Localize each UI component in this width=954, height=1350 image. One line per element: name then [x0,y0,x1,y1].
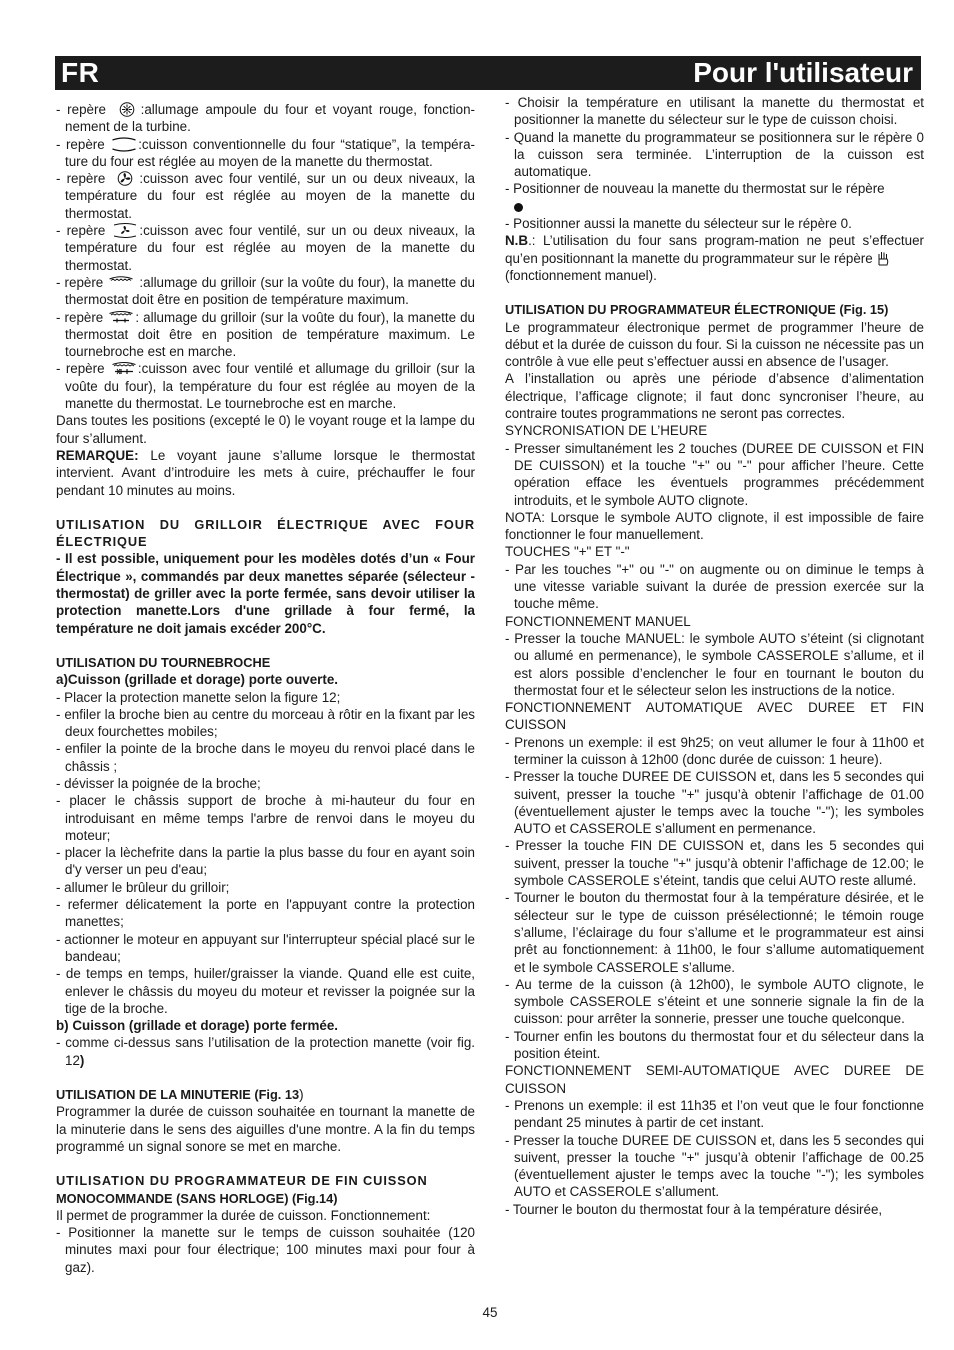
list-item: - Par les touches "+" ou "-" on augmente ou on diminue le temps à une vitesse variable suivant la durée de pression exercée sur la touche même. [505,561,924,612]
list-item: - Tourner le bouton du thermostat four à la température désirée, [505,1201,883,1217]
closing-paren: ) [79,1052,85,1068]
page-number: 45 [482,1305,498,1320]
grill-heading: UTILISATION DU GRILLOIR ÉLECTRIQUE AVEC FOUR ÉLECTRIQUE [56,516,475,550]
nb-paragraph [505,232,924,284]
symbol-prefix: - repère [56,171,112,187]
programmateur-heading: UTILISATION DU PROGRAMMATEUR DE FIN CUISSON [56,1173,428,1189]
minuterie-heading [56,1086,475,1103]
list-item: - Quand la manette du programmateur se positionnera sur le répère 0 la cuisson sera terminée. L’interruption de la cuisson est automatique. [505,129,924,180]
symbol-prefix: - repère [56,361,110,377]
remarque-label: REMARQUE: [56,447,139,463]
list-item [56,1034,475,1069]
minuterie-heading-text: UTILISATION DE LA MINUTERIE (Fig. 13 [56,1087,300,1103]
nb-text: .: L’utilisation du four sans program-mation ne peut s’effectuer qu’en positionnant la manette du programmateur sur le répère [505,233,924,266]
list-item: - Presser la touche MANUEL: le symbole AUTO s’éteint (si clignotant ou allumé en permenance), le symbole CASSEROLE s’allume, et il est alors possible d’enclencher le four en tournant le bouton du thermostat four et le sélecteur selon les instructions de la notice. [505,630,924,698]
sync-heading: SYNCRONISATION DE L’HEURE [505,423,708,439]
list-item: - Placer la protection manette selon la figure 12; [56,689,341,705]
minuterie-text: Programmer la durée de cuisson souhaitée en tournant la manette de la minuterie dans le sens des aiguilles d'une montre. A la fin du temps programmé un signal sonore se met en marche. [56,1104,475,1154]
page-title: Pour l'utilisateur [693,57,913,88]
list-item: - placer la lèchefrite dans la partie la plus basse du four en ayant soin d'y verser un peu d'eau; [56,845,475,878]
list-item: - Positionner la manette sur le temps de cuisson souhaitée (120 minutes maxi pour four électrique; 100 minutes maxi pour four à gaz). [56,1225,475,1275]
grill-rotisserie-icon [108,310,134,325]
grill-text: - Il est possible, uniquement pour les modèles dotés d’un « Four Électrique », commandés par deux manettes séparée (sélecteur - thermostat) de griller avec la porte fermée, sans devoir utiliser la protection manette.Lors d'une grillade à four fermé, la température ne doit jamais excéder 200°C. [56,551,475,636]
symbol-prefix: - repère [56,136,111,152]
list-item: - Prenons un exemple: il est 11h35 et l’on veut que le four fonctionne pendant 25 minutes à partir de cet instant. [505,1097,924,1131]
symbol-description: :cuisson avec four ventilé, sur un ou deux niveaux, la température du four est réglée au moyen de la manette du thermostat. [65,223,475,273]
symbol-item [56,222,475,274]
electronic-p2: A l’installation ou après une période d’absence d’alimentation électrique, l’afficage clignote; il faut donc syncroniser l’heure, au contraire toutes programmations ne seront pas correctes. [505,371,924,422]
symbol-prefix: - repère [56,102,113,117]
list-item-text: - Positionner de nouveau la manette du thermostat sur le répère [505,181,885,197]
list-item: - allumer le brûleur du grilloir; [56,879,230,895]
fan-heat-icon [112,223,138,238]
semi-heading: FONCTIONNEMENT SEMI-AUTOMATIQUE AVEC DUREE DE CUISSON [505,1063,924,1096]
filled-dot-icon [514,203,523,212]
symbol-prefix: - repère [56,274,108,290]
electronic-p1: Le programmateur électronique permet de programmer l’heure de début et la durée de cuisson du four. Si la cuisson ne nécessite pas un contrôle à vue elle peut s’effectuer aussi en absence de l’usager. [505,319,924,370]
language-code: FR [61,57,100,88]
closing-paren: ) [299,1087,304,1103]
lamp-fan-icon [114,102,140,117]
list-item: - dévisser la poignée de la broche; [56,775,261,791]
list-item: - Presser simultanément les 2 touches (DUREE DE CUISSON et FIN DE CUISSON) et la touche "+" ou "-" pour afficher l’heure. Cette opération efface les éventuels programmes précédemment introduits, et le symbole AUTO clignote. [505,440,924,508]
list-item: - Choisir la température en utilisant la manette du thermostat et positionner la manette du sélecteur sur le type de cuisson choisi. [505,95,924,128]
list-item: - Au terme de la cuisson (à 12h00), le symbole AUTO clignote, le symbole CASSEROLE s’éteint et une sonnerie signale la fin de la cuisson: pour arrêter la sonnerie, presser une touche quelconque. [505,976,924,1027]
electronic-heading: UTILISATION DU PROGRAMMATEUR ÉLECTRONIQUE (Fig. 15) [505,302,889,318]
list-item: - Presser la touche DUREE DE CUISSON et, dans les 5 secondes qui suivent, presser la touche "+" jusqu’à obtenir l’affichage de 00.25 (éventuellement ajuster le temps avec la touche "-"); les symboles AUTO et CASSEROLE s’allument. [505,1132,924,1200]
tournebroche-a: a)Cuisson (grillade et dorage) porte ouverte. [56,672,338,688]
symbol-prefix: - repère [56,309,108,325]
list-item: - Presser la touche DUREE DE CUISSON et, dans les 5 secondes qui suivent, presser la touche "+" jusqu’à obtenir l’affichage de 01.00 (éventuellement ajuster le temps avec la touche "-"); les symboles AUTO et CASSEROLE s’allument en permenance. [505,769,924,837]
top-bottom-heat-icon [111,137,137,152]
tournebroche-heading: UTILISATION DU TOURNEBROCHE [56,654,271,670]
symbol-description: :cuisson avec four ventilé, sur un ou deux niveaux, la température du four est réglée au moyen de la manette du thermostat. [65,171,475,221]
list-item: - de temps en temps, huiler/graisser la viande. Quand elle est cuite, enlever le châssis du moyeu du moteur et revisser la poignée sur la tige de la broche. [56,966,475,1016]
symbol-description: : allumage du grilloir (sur la voûte du four), la manette du thermostat doit être en position de température maximum. Le tournebroche est en marche. [65,309,476,360]
symbol-item [56,136,475,171]
touches-heading: TOUCHES "+" ET "-" [505,544,630,560]
list-item: - Positionner aussi la manette du sélecteur sur le répère 0. [505,216,852,232]
list-item: - enfiler la pointe de la broche dans le moyeu du renvoi placé dans le châssis ; [56,741,475,774]
right-column [505,94,924,1218]
list-item: - enfiler la broche bien au centre du morceau à rôtir en la fixant par les deux fourchettes mobiles; [56,706,475,740]
page-header [55,56,921,90]
list-item: - Tourner enfin les boutons du thermostat four et du sélecteur dans la position éteint. [505,1028,924,1062]
auto-heading: FONCTIONNEMENT AUTOMATIQUE AVEC DUREE ET FIN CUISSON [505,700,924,733]
list-item: - refermer délicatement la porte en l'appuyant contre la protection manettes; [56,897,475,930]
symbol-description: :cuisson avec four ventilé et allumage du grilloir (sur la voûte du four), la température du four est réglée au moyen de la manette du thermostat. Le tournebroche est en marche. [65,361,475,412]
positions-note: Dans toutes les positions (excepté le 0) le voyant rouge et la lampe du four s’allument. [56,413,475,446]
list-item: - actionner le moteur en appuyant sur l'interrupteur spécial placé sur le bandeau; [56,931,475,964]
left-column [56,101,475,1276]
list-item: - placer le châssis support de broche à mi-hauteur du four en introduisant en même temps l'arbre de renvoi dans le moyeu du moteur; [56,793,475,843]
list-item: - Presser la touche FIN DE CUISSON et, dans les 5 secondes qui suivent, presser la touche "+" jusqu’à obtenir l’affichage de 12.00; le symbole CASSEROLE s’éteint, tandis que celui AUTO reste allumé. [505,838,924,889]
list-item: - Prenons un exemple: il est 9h25; on veut allumer le four à 11h00 et terminer la cuisson à 12h00 (donc durée de cuisson: 1 heure). [505,734,924,767]
fan-grill-rotisserie-icon [111,361,137,376]
list-item: - Tourner le bouton du thermostat four à la température désirée, et le sélecteur sur le type de cuisson présélectionné; le témoin rouge s’allume, l’éclairage du four s’allume et le programmateur est ainsi prêt au fonctionnement: à 11h00, le four s’allume automatiquement et le symbole CASSEROLE s’allume. [505,890,924,975]
remarque-text: Le voyant jaune s’allume lorsque le thermostat intervient. Avant d’introduire les mets à cuire, préchauffer le four pendant 10 minutes au moins. [56,447,475,498]
fan-icon [112,171,138,186]
nb-tail: (fonctionnement manuel). [505,267,657,283]
sync-note: NOTA: Lorsque le symbole AUTO clignote, il est impossible de faire fonctionner le four manuellement. [505,509,924,543]
symbol-item [56,309,475,361]
symbol-description: :allumage du grilloir (sur la voûte du four), la manette du thermostat doit être en position de température maximum. [65,274,476,308]
list-item [505,180,924,215]
symbol-item [56,274,475,309]
symbol-description: :cuisson conventionnelle du four “statique”, la tempéra-ture du four est réglée au moyen de la manette du thermostat. [65,136,475,169]
hand-icon [876,250,890,266]
symbol-description: :allumage ampoule du four et voyant rouge, fonction-nement de la turbine. [65,102,475,135]
symbol-item [56,101,475,136]
tournebroche-b: b) Cuisson (grillade et dorage) porte fermée. [56,1018,338,1034]
symbol-item [56,170,475,222]
manuel-heading: FONCTIONNEMENT MANUEL [505,613,691,629]
list-item-text: - comme ci-dessus sans l’utilisation de la protection manette (voir fig. 12 [56,1035,475,1068]
symbol-prefix: - repère [56,223,112,239]
grill-icon [108,275,134,290]
symbol-item [56,360,475,412]
nb-label: N.B [505,233,529,249]
programmateur-subheading: MONOCOMMANDE (SANS HORLOGE) (Fig.14) [56,1190,338,1206]
remarque-paragraph [56,447,475,499]
programmateur-intro: Il permet de programmer la durée de cuisson. Fonctionnement: [56,1207,431,1223]
